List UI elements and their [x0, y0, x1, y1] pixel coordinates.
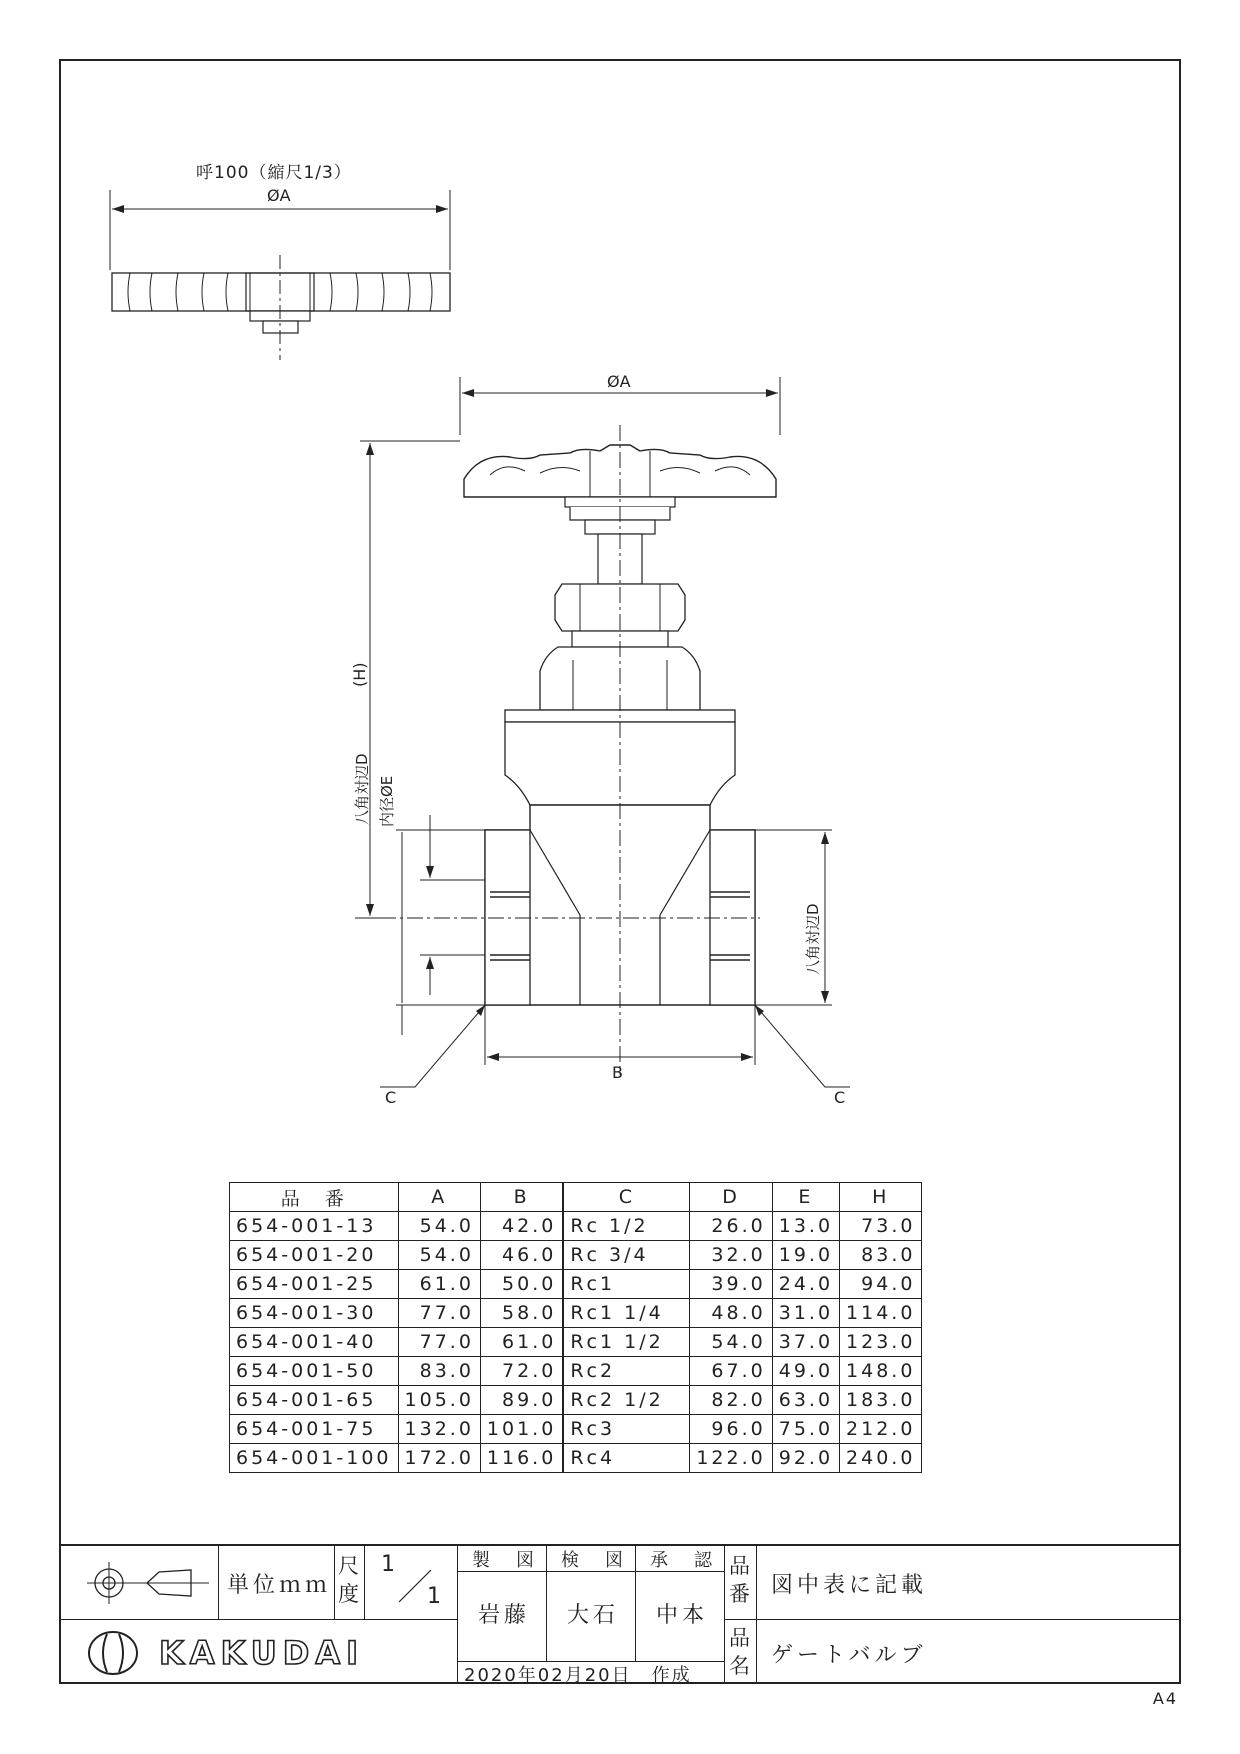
title-block [59, 1544, 1181, 1684]
scale-numerator: 1 [381, 1552, 399, 1577]
brand-logotype: KAKUDAI [159, 1634, 365, 1672]
table-row [230, 1299, 922, 1328]
approved-header-cell [636, 1546, 725, 1572]
cell-e: 24.0 [772, 1270, 839, 1299]
part-no-label-cell [725, 1546, 757, 1620]
top-view-caption: 呼100（縮尺1/3） [196, 163, 352, 183]
table-row [230, 1241, 922, 1270]
table-row [230, 1328, 922, 1357]
cell-a: 77.0 [398, 1299, 480, 1328]
cell-c: Rc1 1/2 [563, 1328, 690, 1357]
table-row [230, 1415, 922, 1444]
col-header-d: D [690, 1183, 772, 1212]
cell-d: 39.0 [690, 1270, 772, 1299]
approved-by: 中本 [656, 1603, 709, 1628]
cell-a: 132.0 [398, 1415, 480, 1444]
cell-a: 54.0 [398, 1212, 480, 1241]
drawn-header-cell [458, 1546, 547, 1572]
scale-label: 尺度 [338, 1554, 359, 1606]
name-value-cell [757, 1620, 1181, 1684]
approved-label: 承 認 [650, 1550, 716, 1571]
cell-c: Rc2 1/2 [563, 1386, 690, 1415]
col-header-part-no: 品 番 [230, 1183, 399, 1212]
cell-d: 67.0 [690, 1357, 772, 1386]
drawn-label: 製 図 [472, 1550, 538, 1571]
date-cell [458, 1662, 725, 1684]
cell-b: 72.0 [480, 1357, 563, 1386]
scale-label-cell [335, 1546, 365, 1620]
cell-part-no: 654-001-50 [230, 1357, 399, 1386]
cell-b: 101.0 [480, 1415, 563, 1444]
cell-h: 123.0 [840, 1328, 922, 1357]
cell-h: 73.0 [840, 1212, 922, 1241]
cell-h: 183.0 [840, 1386, 922, 1415]
table-row [230, 1270, 922, 1299]
dim-d-right-label: 八角対辺D [804, 903, 822, 975]
creation-date: 2020年02月20日 作成 [464, 1665, 692, 1686]
dim-c-left-label: C [385, 1088, 397, 1107]
dim-c-right-label: C [834, 1088, 846, 1107]
checked-by-cell [547, 1572, 636, 1662]
part-no-label: 品番 [729, 1554, 750, 1606]
unit-cell [219, 1546, 335, 1620]
cell-e: 75.0 [772, 1415, 839, 1444]
front-dim-a-label: ØA [607, 375, 631, 391]
cell-b: 116.0 [480, 1444, 563, 1473]
cell-d: 82.0 [690, 1386, 772, 1415]
cell-part-no: 654-001-20 [230, 1241, 399, 1270]
cell-e: 19.0 [772, 1241, 839, 1270]
cell-h: 148.0 [840, 1357, 922, 1386]
col-header-h: H [840, 1183, 922, 1212]
dim-d-left-label: 八角対辺D [353, 753, 371, 825]
unit-label: 単位ｍｍ [227, 1573, 332, 1598]
scale-denominator: 1 [427, 1584, 445, 1609]
cell-part-no: 654-001-30 [230, 1299, 399, 1328]
cell-part-no: 654-001-65 [230, 1386, 399, 1415]
cell-h: 240.0 [840, 1444, 922, 1473]
cell-d: 54.0 [690, 1328, 772, 1357]
cell-a: 61.0 [398, 1270, 480, 1299]
sheet-size-label: A4 [1152, 1689, 1178, 1708]
cell-e: 49.0 [772, 1357, 839, 1386]
col-header-c: C [563, 1183, 690, 1212]
col-header-b: B [480, 1183, 563, 1212]
top-dim-a-label: ØA [267, 186, 291, 205]
cell-c: Rc1 [563, 1270, 690, 1299]
cell-b: 89.0 [480, 1386, 563, 1415]
part-no-value: 図中表に記載 [771, 1573, 928, 1598]
cell-h: 212.0 [840, 1415, 922, 1444]
cell-d: 96.0 [690, 1415, 772, 1444]
cell-e: 37.0 [772, 1328, 839, 1357]
kakudai-logo-icon [87, 1630, 139, 1676]
table-row [230, 1212, 922, 1241]
product-name: ゲートバルブ [771, 1643, 927, 1668]
cell-d: 26.0 [690, 1212, 772, 1241]
projection-symbol-cell [59, 1546, 219, 1620]
cell-h: 83.0 [840, 1241, 922, 1270]
cell-a: 77.0 [398, 1328, 480, 1357]
cell-part-no: 654-001-25 [230, 1270, 399, 1299]
cell-b: 61.0 [480, 1328, 563, 1357]
cell-d: 122.0 [690, 1444, 772, 1473]
table-row [230, 1386, 922, 1415]
checked-header-cell [547, 1546, 636, 1572]
dim-b-label: B [612, 1063, 623, 1082]
scale-value-cell [365, 1546, 458, 1620]
cell-c: Rc3 [563, 1415, 690, 1444]
dim-h-label: (H) [350, 662, 369, 687]
cell-c: Rc2 [563, 1357, 690, 1386]
col-header-e: E [772, 1183, 839, 1212]
cell-e: 31.0 [772, 1299, 839, 1328]
handwheel-top-view [100, 185, 460, 365]
cell-part-no: 654-001-13 [230, 1212, 399, 1241]
table-row [230, 1444, 922, 1473]
cell-part-no: 654-001-100 [230, 1444, 399, 1473]
drawn-by: 岩藤 [478, 1603, 531, 1628]
approved-by-cell [636, 1572, 725, 1662]
cell-d: 32.0 [690, 1241, 772, 1270]
cell-a: 105.0 [398, 1386, 480, 1415]
cell-h: 94.0 [840, 1270, 922, 1299]
checked-by: 大石 [567, 1603, 620, 1628]
cell-h: 114.0 [840, 1299, 922, 1328]
checked-label: 検 図 [561, 1550, 627, 1571]
brand-cell [59, 1620, 458, 1684]
dimension-table [229, 1182, 922, 1473]
drawn-by-cell [458, 1572, 547, 1662]
cell-part-no: 654-001-75 [230, 1415, 399, 1444]
cell-part-no: 654-001-40 [230, 1328, 399, 1357]
cell-e: 92.0 [772, 1444, 839, 1473]
name-label: 品名 [729, 1626, 750, 1678]
gate-valve-front-view [340, 375, 860, 1110]
name-label-cell [725, 1620, 757, 1684]
third-angle-projection-icon [59, 1546, 219, 1620]
cell-e: 63.0 [772, 1386, 839, 1415]
table-header-row [230, 1183, 922, 1212]
table-row [230, 1357, 922, 1386]
cell-c: Rc1 1/4 [563, 1299, 690, 1328]
cell-a: 83.0 [398, 1357, 480, 1386]
part-no-value-cell [757, 1546, 1181, 1620]
cell-c: Rc 3/4 [563, 1241, 690, 1270]
cell-a: 172.0 [398, 1444, 480, 1473]
cell-a: 54.0 [398, 1241, 480, 1270]
cell-d: 48.0 [690, 1299, 772, 1328]
cell-c: Rc4 [563, 1444, 690, 1473]
cell-b: 46.0 [480, 1241, 563, 1270]
cell-c: Rc 1/2 [563, 1212, 690, 1241]
cell-b: 42.0 [480, 1212, 563, 1241]
cell-e: 13.0 [772, 1212, 839, 1241]
cell-b: 50.0 [480, 1270, 563, 1299]
col-header-a: A [398, 1183, 480, 1212]
cell-b: 58.0 [480, 1299, 563, 1328]
dim-e-label: 内径ØE [378, 775, 396, 827]
